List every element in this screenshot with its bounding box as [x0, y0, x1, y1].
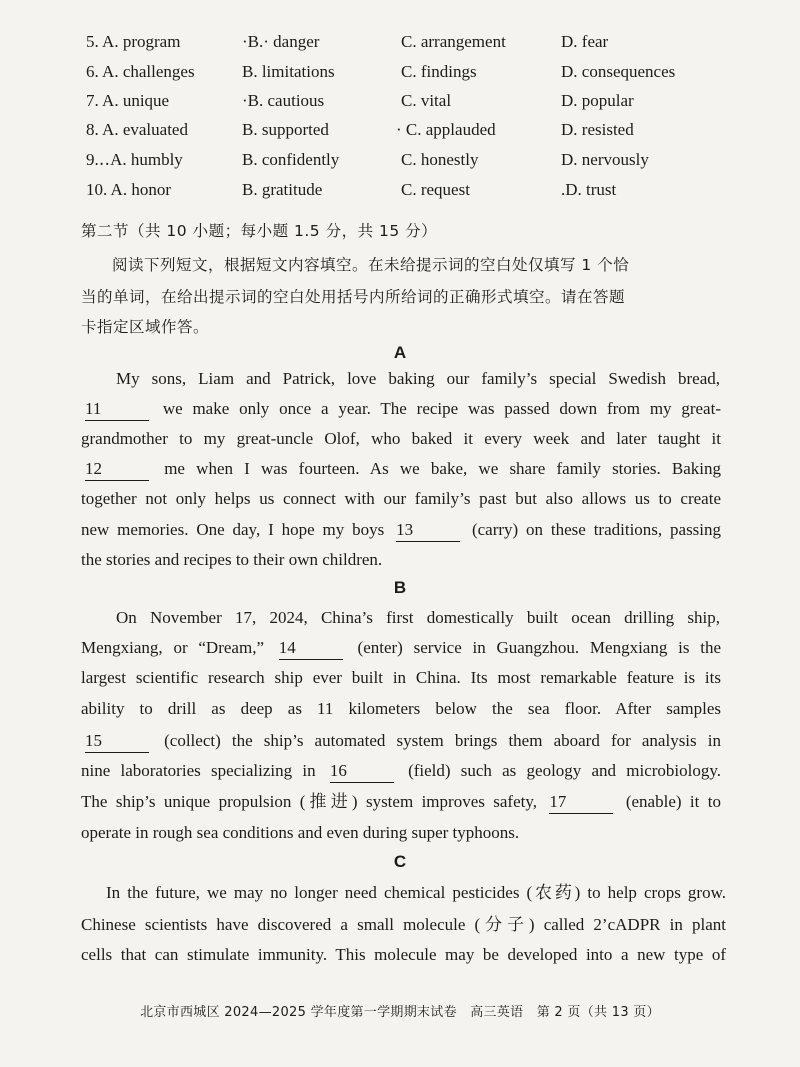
passage-line: 11 we make only once a year. The recipe was passed down from my great-	[81, 394, 721, 424]
option-c: C. arrangement	[401, 32, 506, 51]
option-a: 8. A. evaluated	[86, 120, 188, 139]
passage-line: Chinese scientists have discovered a small molecule (分子) called 2’cADPR in plant	[81, 915, 726, 934]
blank-13[interactable]: 13	[396, 519, 460, 542]
blank-15[interactable]: 15	[85, 730, 149, 753]
option-b: B. limitations	[242, 62, 335, 81]
option-b: ·B. cautious	[242, 91, 325, 110]
blank-12[interactable]: 12	[85, 458, 149, 481]
option-d: D. resisted	[561, 120, 634, 139]
option-b: ·B.· danger	[242, 32, 320, 51]
option-a: 5. A. program	[86, 32, 181, 51]
passage-line: grandmother to my great-uncle Olof, who baked it every week and later taught it	[81, 429, 721, 448]
passage-line: On November 17, 2024, China’s first domestically built ocean drilling ship,	[116, 608, 720, 627]
option-a: 6. A. challenges	[86, 62, 195, 81]
instruction-line: 阅读下列短文，根据短文内容填空。在未给提示词的空白处仅填写 1 个恰	[112, 256, 630, 274]
passage-heading: B	[393, 578, 407, 597]
option-a: 7. A. unique	[86, 91, 170, 110]
page-footer: 北京市西城区 2024—2025 学年度第一学期期末试卷 高三英语 第 2 页（共 13 页）	[140, 1005, 660, 1020]
passage-line: cells that can stimulate immunity. This molecule may be developed into a new type of	[81, 945, 726, 964]
instruction-line: 当的单词，在给出提示词的空白处用括号内所给词的正确形式填空。请在答题	[81, 288, 626, 306]
option-d: D. popular	[561, 91, 634, 110]
passage-line: 12 me when I was fourteen. As we bake, we share family stories. Baking	[81, 454, 721, 484]
option-a: 9.‥A. humbly	[86, 150, 183, 169]
instruction-line: 卡指定区域作答。	[81, 318, 210, 336]
option-d: D. nervously	[561, 150, 649, 169]
passage-line: My sons, Liam and Patrick, love baking our family’s special Swedish bread,	[116, 369, 720, 388]
section-title: 第二节（共 10 小题；每小题 1.5 分，共 15 分）	[81, 222, 438, 240]
passage-line: new memories. One day, I hope my boys 13 (carry) on these traditions, passing	[81, 515, 721, 545]
option-row	[0, 27, 800, 57]
passage-line: The ship’s unique propulsion (推进) system improves safety, 17 (enable) it to	[81, 787, 721, 817]
blank-16[interactable]: 16	[330, 760, 394, 783]
option-c: C. honestly	[401, 150, 479, 169]
option-d: D. fear	[561, 32, 609, 51]
passage-line: the stories and recipes to their own children.	[81, 550, 383, 569]
option-c: C. findings	[401, 62, 477, 81]
option-c: C. vital	[401, 91, 452, 110]
passage-line: operate in rough sea conditions and even during super typhoons.	[81, 823, 520, 842]
passage-line: nine laboratories specializing in 16 (field) such as geology and microbiology.	[81, 756, 721, 786]
option-b: B. supported	[242, 120, 329, 139]
passage-line: together not only helps us connect with our family’s past but also allows us to create	[81, 489, 721, 508]
option-row	[0, 175, 800, 205]
passage-line: Mengxiang, or “Dream,” 14 (enter) service in Guangzhou. Mengxiang is the	[81, 633, 721, 663]
passage-heading: A	[393, 343, 407, 362]
option-c: C. request	[401, 180, 470, 199]
passage-line: largest scientific research ship ever built in China. Its most remarkable feature is its	[81, 668, 721, 687]
option-b: B. gratitude	[242, 180, 323, 199]
blank-17[interactable]: 17	[549, 791, 613, 814]
passage-heading: C	[393, 852, 407, 871]
passage-line: 15 (collect) the ship’s automated system brings them aboard for analysis in	[81, 726, 721, 756]
blank-11[interactable]: 11	[85, 398, 149, 421]
option-c: · C. applauded	[396, 120, 496, 139]
option-row	[0, 86, 800, 116]
passage-line: In the future, we may no longer need chemical pesticides (农药) to help crops grow.	[106, 883, 726, 902]
blank-14[interactable]: 14	[279, 637, 343, 660]
passage-line: ability to drill as deep as 11 kilometers below the sea floor. After samples	[81, 699, 721, 718]
option-d: .D. trust	[561, 180, 617, 199]
option-row	[0, 57, 800, 87]
option-row	[0, 145, 800, 175]
option-b: B. confidently	[242, 150, 340, 169]
option-d: D. consequences	[561, 62, 676, 81]
option-row	[0, 115, 800, 145]
option-a: 10. A. honor	[86, 180, 171, 199]
